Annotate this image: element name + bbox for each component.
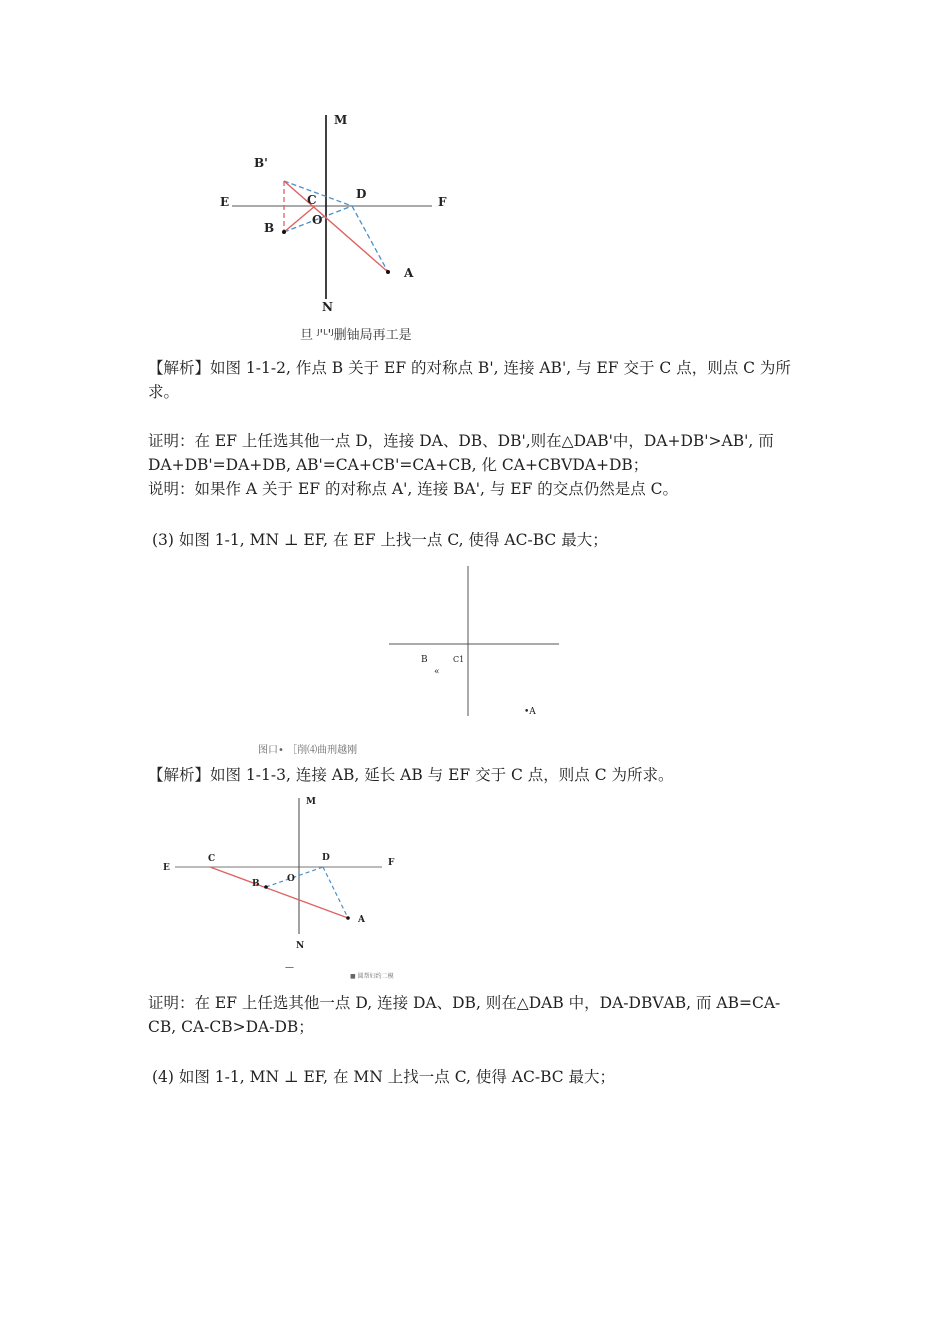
analysis-paragraph-1: 【解析】如图 1-1-2, 作点 B 关于 EF 的对称点 B', 连接 AB', 与 EF 交于 C 点，则点 C 为所求。 [148, 359, 791, 401]
b-to-c [284, 206, 315, 232]
bprime-to-d [284, 181, 352, 206]
label-a: •A [524, 707, 536, 717]
proof-paragraph-2: 证明：在 EF 上任选其他一点 D, 连接 DA、DB, 则在△DAB 中，DA-DBⅤAB, 而 AB=CA-CB, CA-CB>DA-DB； [148, 994, 781, 1036]
point-b [282, 230, 286, 234]
analysis-paragraph-2: 【解析】如图 1-1-3, 连接 AB, 延长 AB 与 EF 交于 C 点，则点 C 为所求。 [148, 766, 674, 784]
label-m: M [334, 113, 348, 127]
label-c: C [208, 854, 216, 864]
figure-1-1 [385, 562, 565, 722]
figure-2-caption: 图口• ［削⑷曲刑越刚 [258, 745, 358, 756]
label-n: N [322, 300, 333, 314]
label-o: O [312, 213, 323, 227]
label-f: F [438, 195, 447, 209]
mark-symbol: « [434, 667, 440, 677]
dash-mark: — [285, 963, 294, 973]
label-d: D [356, 187, 367, 201]
note-paragraph: 说明：如果作 A 关于 EF 的对称点 A', 连接 BA', 与 EF 的交点仍然是点 C。 [148, 480, 679, 498]
label-f: F [388, 858, 395, 868]
label-o: O [287, 874, 295, 884]
point-a [386, 270, 390, 274]
label-a: A [358, 915, 365, 925]
label-b: B [421, 655, 428, 665]
point-a [346, 916, 350, 920]
figure-3-caption: ■ 圆帮妇约二模 [350, 973, 394, 980]
figure-1-1-2 [200, 105, 480, 320]
figure-1-1-3 [160, 792, 410, 982]
d-to-a [352, 206, 388, 272]
label-c: C [307, 193, 317, 207]
point-b [264, 885, 268, 889]
label-b-prime: B' [254, 156, 268, 170]
figure-1-caption: 旦 ᴶ'ᴸ'ᴶ删铀局再工是 [300, 328, 412, 343]
label-m: M [306, 797, 316, 807]
label-c1: C1 [453, 655, 465, 664]
label-e: E [220, 195, 230, 209]
proof-paragraph-1: 证明：在 EF 上任选其他一点 D，连接 DA、DB、DB',则在△DAB'中，DA+DB'>AB', 而 DA+DB'=DA+DB, AB'=CA+CB'=CA+CB, 化 CA+CBⅤDA+DB； [148, 432, 774, 474]
label-b: B [252, 879, 260, 889]
label-e: E [163, 863, 170, 873]
label-b: B [264, 221, 275, 235]
label-n: N [296, 941, 305, 951]
question-3: (3) 如图 1-1, MN ⊥ EF, 在 EF 上找一点 C, 使得 AC-BC 最大； [152, 531, 608, 549]
label-a: A [404, 266, 414, 280]
question-4: (4) 如图 1-1, MN ⊥ EF, 在 MN 上找一点 C, 使得 AC-BC 最大； [152, 1068, 616, 1086]
label-d: D [322, 853, 330, 863]
